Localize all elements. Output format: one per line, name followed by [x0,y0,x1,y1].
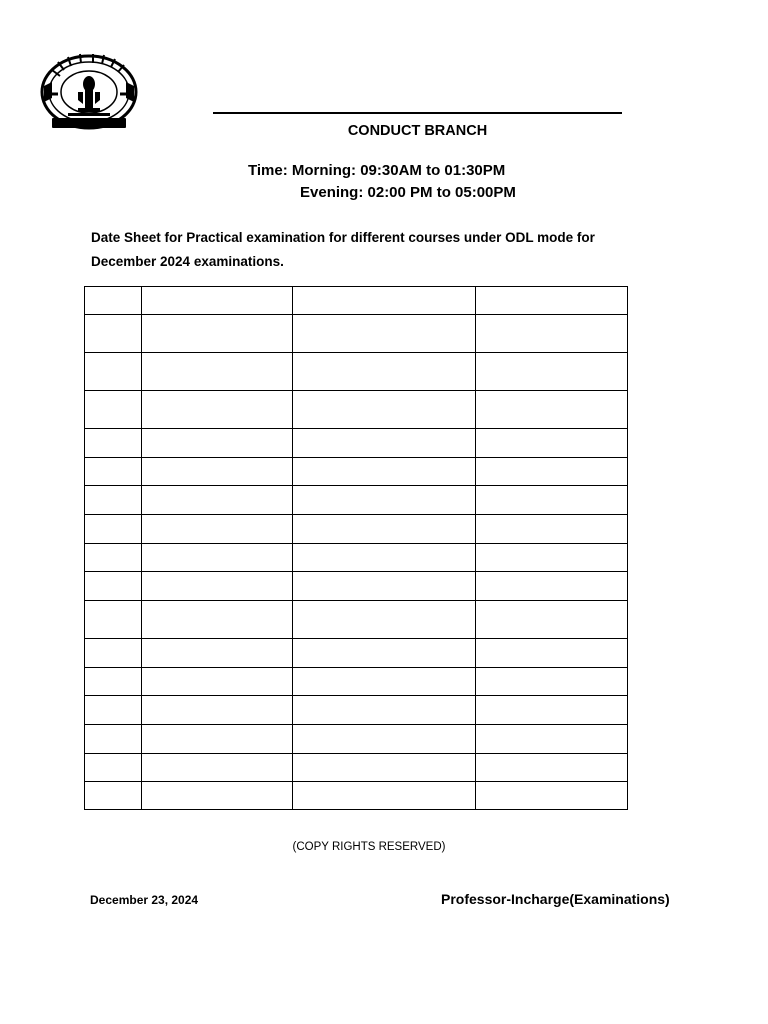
table-row [85,696,628,725]
table-cell [142,668,293,696]
table-cell [85,668,142,696]
table-cell [142,601,293,639]
table-row [85,429,628,458]
table-cell [293,572,476,601]
table-row [85,315,628,353]
table-cell [85,353,142,391]
table-row [85,391,628,429]
table-cell [293,782,476,810]
intro-line-1: Date Sheet for Practical examination for different courses under ODL mode for [91,230,595,245]
morning-timing: Time: Morning: 09:30AM to 01:30PM [248,162,506,179]
table-cell [85,696,142,725]
table-cell [293,429,476,458]
table-cell [476,782,628,810]
date-sheet-table [84,286,628,810]
table-cell [85,725,142,754]
table-cell [293,458,476,486]
table-cell [293,754,476,782]
table-cell [293,391,476,429]
table-cell [476,639,628,668]
table-cell [142,391,293,429]
table-row [85,287,628,315]
table-row [85,515,628,544]
table-row [85,544,628,572]
page-title: CONDUCT BRANCH [347,123,488,139]
issue-date: December 23, 2024 [90,893,199,907]
table-cell [476,725,628,754]
university-emblem-icon [38,52,140,136]
table-cell [85,544,142,572]
table-cell [293,486,476,515]
table-cell [142,515,293,544]
table-cell [85,429,142,458]
table-cell [142,315,293,353]
table-cell [85,486,142,515]
table-cell [142,287,293,315]
date-sheet-intro [91,226,651,274]
table-cell [293,696,476,725]
table-cell [476,696,628,725]
table-cell [142,639,293,668]
table-cell [476,315,628,353]
table-row [85,458,628,486]
table-cell [142,696,293,725]
table-cell [293,353,476,391]
table-row [85,639,628,668]
table-cell [85,782,142,810]
evening-timing: Evening: 02:00 PM to 05:00PM [300,184,516,201]
table-cell [476,287,628,315]
table-row [85,754,628,782]
table-cell [476,754,628,782]
header-divider [213,112,622,114]
table-cell [142,782,293,810]
table-cell [85,391,142,429]
table-cell [476,458,628,486]
table-cell [476,353,628,391]
table-row [85,725,628,754]
table-cell [476,544,628,572]
table-cell [85,572,142,601]
table-row [85,572,628,601]
table-cell [293,668,476,696]
table-cell [85,287,142,315]
table-cell [476,601,628,639]
table-cell [293,315,476,353]
table-row [85,601,628,639]
table-cell [476,429,628,458]
table-cell [476,486,628,515]
table-cell [85,754,142,782]
table-cell [142,458,293,486]
table-cell [142,353,293,391]
table-cell [293,601,476,639]
table-cell [85,315,142,353]
table-cell [293,544,476,572]
table-cell [142,486,293,515]
table-row [85,782,628,810]
table-row [85,486,628,515]
table-cell [142,572,293,601]
table-row [85,668,628,696]
table-cell [85,458,142,486]
table-cell [142,544,293,572]
table-cell [85,601,142,639]
table-row [85,353,628,391]
table-cell [476,515,628,544]
intro-line-2: December 2024 examinations. [91,254,284,269]
table-cell [293,725,476,754]
table-cell [293,515,476,544]
table-cell [142,725,293,754]
table-cell [476,391,628,429]
signatory-title: Professor-Incharge(Examinations) [441,891,670,907]
table-cell [85,639,142,668]
table-cell [476,572,628,601]
table-cell [85,515,142,544]
table-cell [476,668,628,696]
table-cell [142,754,293,782]
table-cell [293,639,476,668]
copyright-notice: (COPY RIGHTS RESERVED) [292,841,446,853]
table-cell [142,429,293,458]
table-cell [293,287,476,315]
